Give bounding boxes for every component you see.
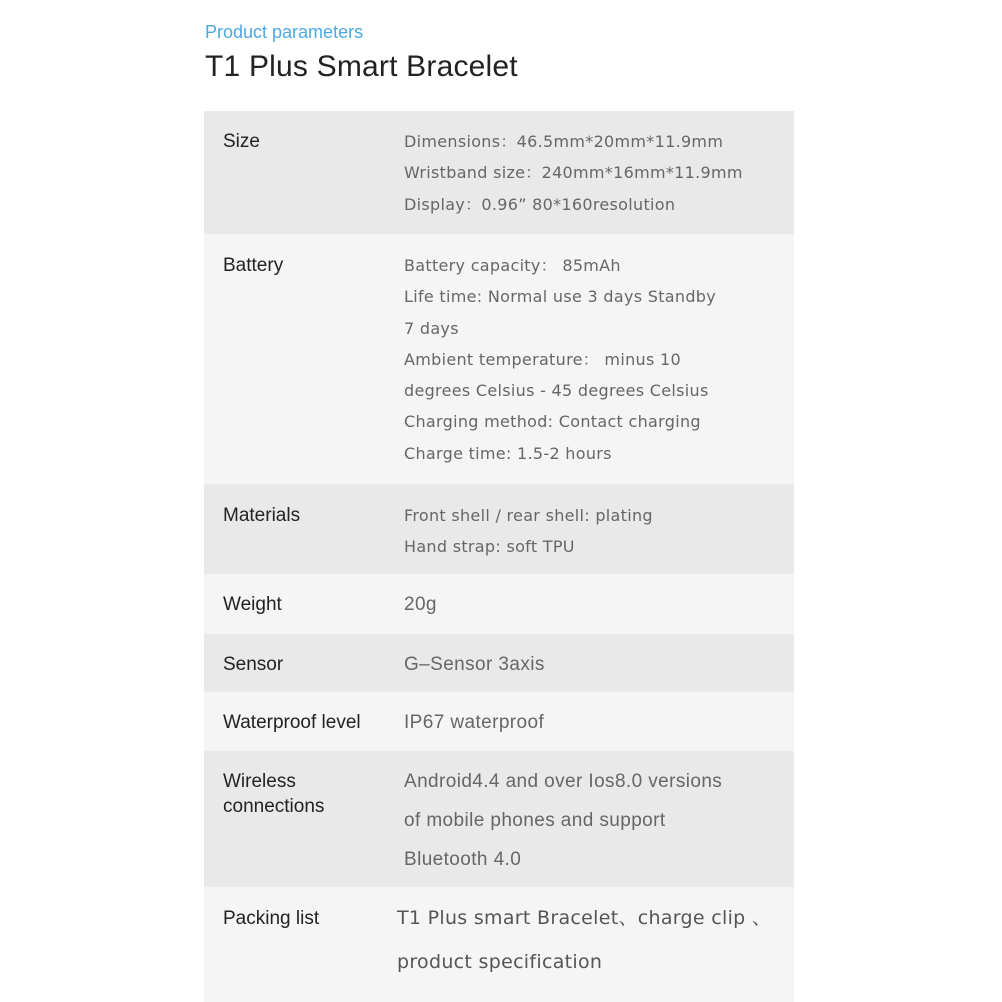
param-value: Dimensions：46.5mm*20mm*11.9mm: [404, 132, 724, 151]
param-value: IP67 waterproof: [404, 712, 545, 733]
param-value: Battery capacity： 85mAh: [404, 256, 621, 275]
param-row-battery: [204, 234, 794, 484]
param-label: Battery: [223, 255, 284, 276]
param-values: [404, 500, 784, 563]
param-label: Materials: [223, 505, 301, 526]
param-label-line: Wireless: [223, 771, 296, 792]
param-values: [404, 250, 784, 469]
param-value: Hand strap: soft TPU: [404, 537, 575, 557]
param-row-waterproof: [204, 692, 794, 751]
param-label-line: connections: [223, 796, 325, 817]
param-value: T1 Plus smart Bracelet、charge clip 、: [397, 907, 772, 929]
param-value: product specification: [397, 951, 603, 973]
section-subtitle: Product parameters: [205, 22, 364, 42]
param-value: Bluetooth 4.0: [404, 849, 522, 870]
param-label: Packing list: [223, 908, 320, 929]
param-row-wireless: [204, 751, 794, 887]
param-label: Size: [223, 131, 260, 152]
param-value: 7 days: [404, 318, 459, 338]
param-value: Android4.4 and over Ios8.0 versions: [404, 771, 723, 792]
param-values: [397, 896, 784, 984]
parameters-table: [204, 111, 794, 1002]
param-row-size: [204, 111, 794, 234]
param-value: degrees Celsius - 45 degrees Celsius: [404, 381, 709, 401]
param-value: Wristband size：240mm*16mm*11.9mm: [404, 163, 743, 183]
param-value: Charge time: 1.5-2 hours: [404, 443, 612, 463]
param-value: 20g: [404, 594, 437, 615]
param-label: Sensor: [223, 654, 284, 675]
param-label: [223, 769, 324, 819]
param-value: G–Sensor 3axis: [404, 654, 545, 675]
param-row-packing: [204, 887, 794, 1002]
param-row-weight: [204, 574, 794, 634]
product-title: T1 Plus Smart Bracelet: [205, 50, 518, 83]
param-value: Charging method: Contact charging: [404, 412, 701, 432]
param-values: [404, 762, 784, 879]
param-row-sensor: [204, 634, 794, 692]
param-values: [404, 126, 784, 220]
param-values: [404, 589, 784, 620]
param-row-materials: [204, 484, 794, 574]
param-values: [404, 649, 784, 680]
param-value: of mobile phones and support: [404, 810, 666, 831]
param-value: Life time: Normal use 3 days Standby: [404, 287, 717, 307]
param-value: Front shell / rear shell: plating: [404, 506, 653, 525]
param-value: Ambient temperature： minus 10: [404, 349, 681, 369]
param-label: Weight: [223, 594, 282, 615]
param-values: [404, 707, 784, 738]
param-value: Display：0.96” 80*160resolution: [404, 194, 676, 214]
param-label: Waterproof level: [223, 712, 361, 733]
